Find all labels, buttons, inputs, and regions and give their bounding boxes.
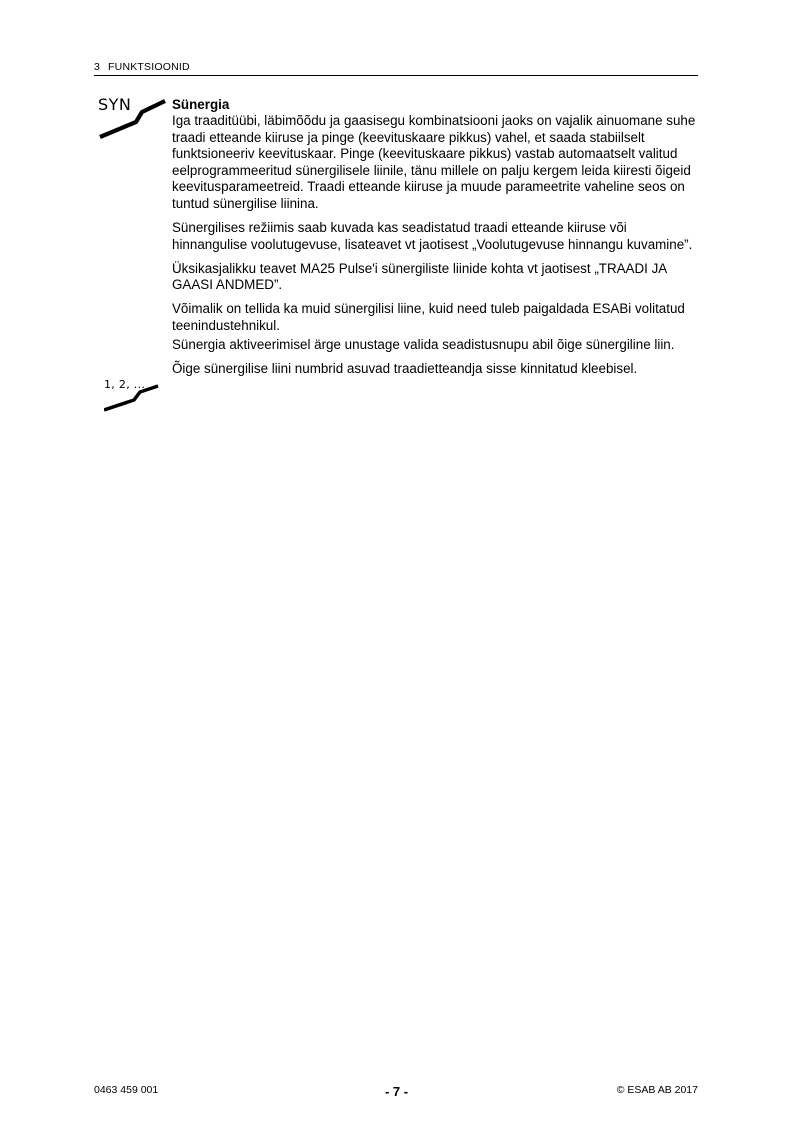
- copyright: © ESAB AB 2017: [616, 1084, 698, 1096]
- synergy-line-number-icon: [104, 378, 164, 418]
- paragraph: Sünergia aktiveerimisel ärge unustage valida seadistusnupu abil õige sünergiline liin.: [172, 336, 675, 352]
- chapter-number: 3: [94, 61, 101, 73]
- paragraph: Üksikasjalikku teavet MA25 Pulse'i sünergiliste liinide kohta vt jaotisest „TRAADI JA GAASI ANDMED”.: [172, 260, 667, 293]
- page-number: - 7 -: [384, 1084, 409, 1099]
- synergy-curve-icon: [98, 95, 168, 141]
- numbers-icon-label: 1, 2, ...: [104, 378, 146, 391]
- paragraph: Õige sünergilise liini numbrid asuvad traadietteandja sisse kinnitatud kleebisel.: [172, 360, 638, 376]
- document-number: 0463 459 001: [94, 1084, 159, 1096]
- paragraph: Iga traaditüübi, läbimõõdu ja gaasisegu kombinatsiooni jaoks on vajalik ainuomane suhe traadi etteande kiiruse ja pinge (keevituskaare pikkus) vahel, et saada stabiilselt funktsioneeriv keevituskaar. Pinge (keevituskaare pikkus) vastab automaatselt valitud eelprogrammeeritud sünergilisele liinile, tänu millele on palju kergem leida kiiresti õigeid keevitusparameetreid. Traadi etteande kiiruse ja muude parameetrite vaheline seos on tuntud sünergilise liinina.: [172, 113, 696, 211]
- chapter-title: FUNKTSIOONID: [108, 61, 190, 73]
- paragraph: Sünergilises režiimis saab kuvada kas seadistatud traadi etteande kiiruse või hinnangulise voolutugevuse, lisateavet vt jaotisest „Voolutugevuse hinnangu kuvamine”.: [172, 220, 693, 252]
- synergy-icon-label: SYN: [98, 95, 132, 114]
- numbers-curve-icon: [104, 378, 164, 418]
- synergy-section: [172, 96, 700, 385]
- section-title: Sünergia: [172, 97, 230, 112]
- synergy-icon: [98, 95, 168, 141]
- paragraph: Võimalik on tellida ka muid sünergilisi liine, kuid need tuleb paigaldada ESABi volitatud teenindustehnikul.: [172, 301, 685, 334]
- page-header: [94, 61, 698, 76]
